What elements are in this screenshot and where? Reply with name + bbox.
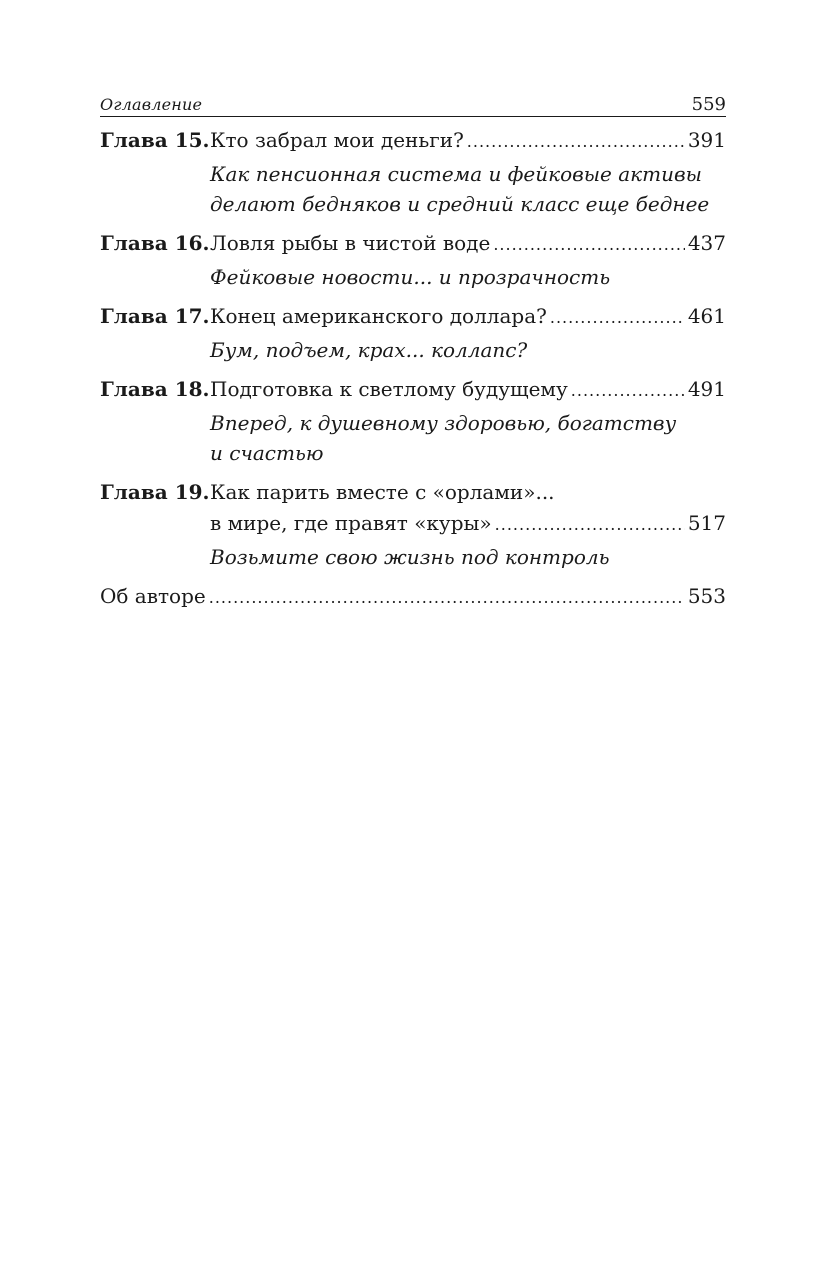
chapter-subtitle: Как пенсионная система и фейковые активы <box>210 162 702 186</box>
toc-entry-chapter-16[interactable] <box>100 231 726 292</box>
dot-leader <box>550 308 685 327</box>
chapter-page: 391 <box>687 128 726 152</box>
chapter-subtitle: Возьмите свою жизнь под контроль <box>210 545 610 569</box>
toc-entry-chapter-18[interactable] <box>100 377 726 468</box>
chapter-label: Глава 16. <box>100 231 210 255</box>
toc-entry-chapter-15[interactable] <box>100 128 726 219</box>
section-title: Об авторе <box>100 584 206 608</box>
dot-leader <box>467 132 685 151</box>
running-header-title: Оглавление <box>100 95 203 114</box>
section-page: 553 <box>687 584 726 608</box>
toc-entry-about-author[interactable] <box>100 584 726 615</box>
chapter-label: Глава 19. <box>100 480 210 504</box>
chapter-subtitle: Вперед, к душевному здоровью, богатству <box>210 411 677 435</box>
dot-leader <box>495 515 685 534</box>
chapter-title: Ловля рыбы в чистой воде <box>210 231 491 255</box>
dot-leader <box>493 235 684 254</box>
chapter-page: 437 <box>687 231 726 255</box>
chapter-page: 461 <box>687 304 726 328</box>
chapter-title: Конец американского доллара? <box>210 304 547 328</box>
chapter-page: 517 <box>687 511 726 535</box>
chapter-subtitle: Фейковые новости... и прозрачность <box>210 265 611 289</box>
running-header <box>100 92 726 117</box>
toc-entry-chapter-17[interactable] <box>100 304 726 365</box>
toc-entry-chapter-19[interactable] <box>100 480 726 572</box>
chapter-label: Глава 17. <box>100 304 210 328</box>
chapter-label: Глава 18. <box>100 377 210 401</box>
chapter-title: Как парить вместе с «орлами»... <box>210 480 555 504</box>
chapter-title: Подготовка к светлому будущему <box>210 377 568 401</box>
chapter-subtitle: Бум, подъем, крах... коллапс? <box>210 338 528 362</box>
dot-leader <box>209 588 685 607</box>
chapter-subtitle: делают бедняков и средний класс еще беднее <box>210 192 710 216</box>
table-of-contents <box>100 128 726 627</box>
chapter-page: 491 <box>687 377 726 401</box>
page-number: 559 <box>691 94 726 115</box>
chapter-label: Глава 15. <box>100 128 210 152</box>
chapter-title: Кто забрал мои деньги? <box>210 128 464 152</box>
chapter-subtitle: и счастью <box>210 441 324 465</box>
chapter-title-continued: в мире, где правят «куры» <box>210 511 492 535</box>
dot-leader <box>571 381 685 400</box>
